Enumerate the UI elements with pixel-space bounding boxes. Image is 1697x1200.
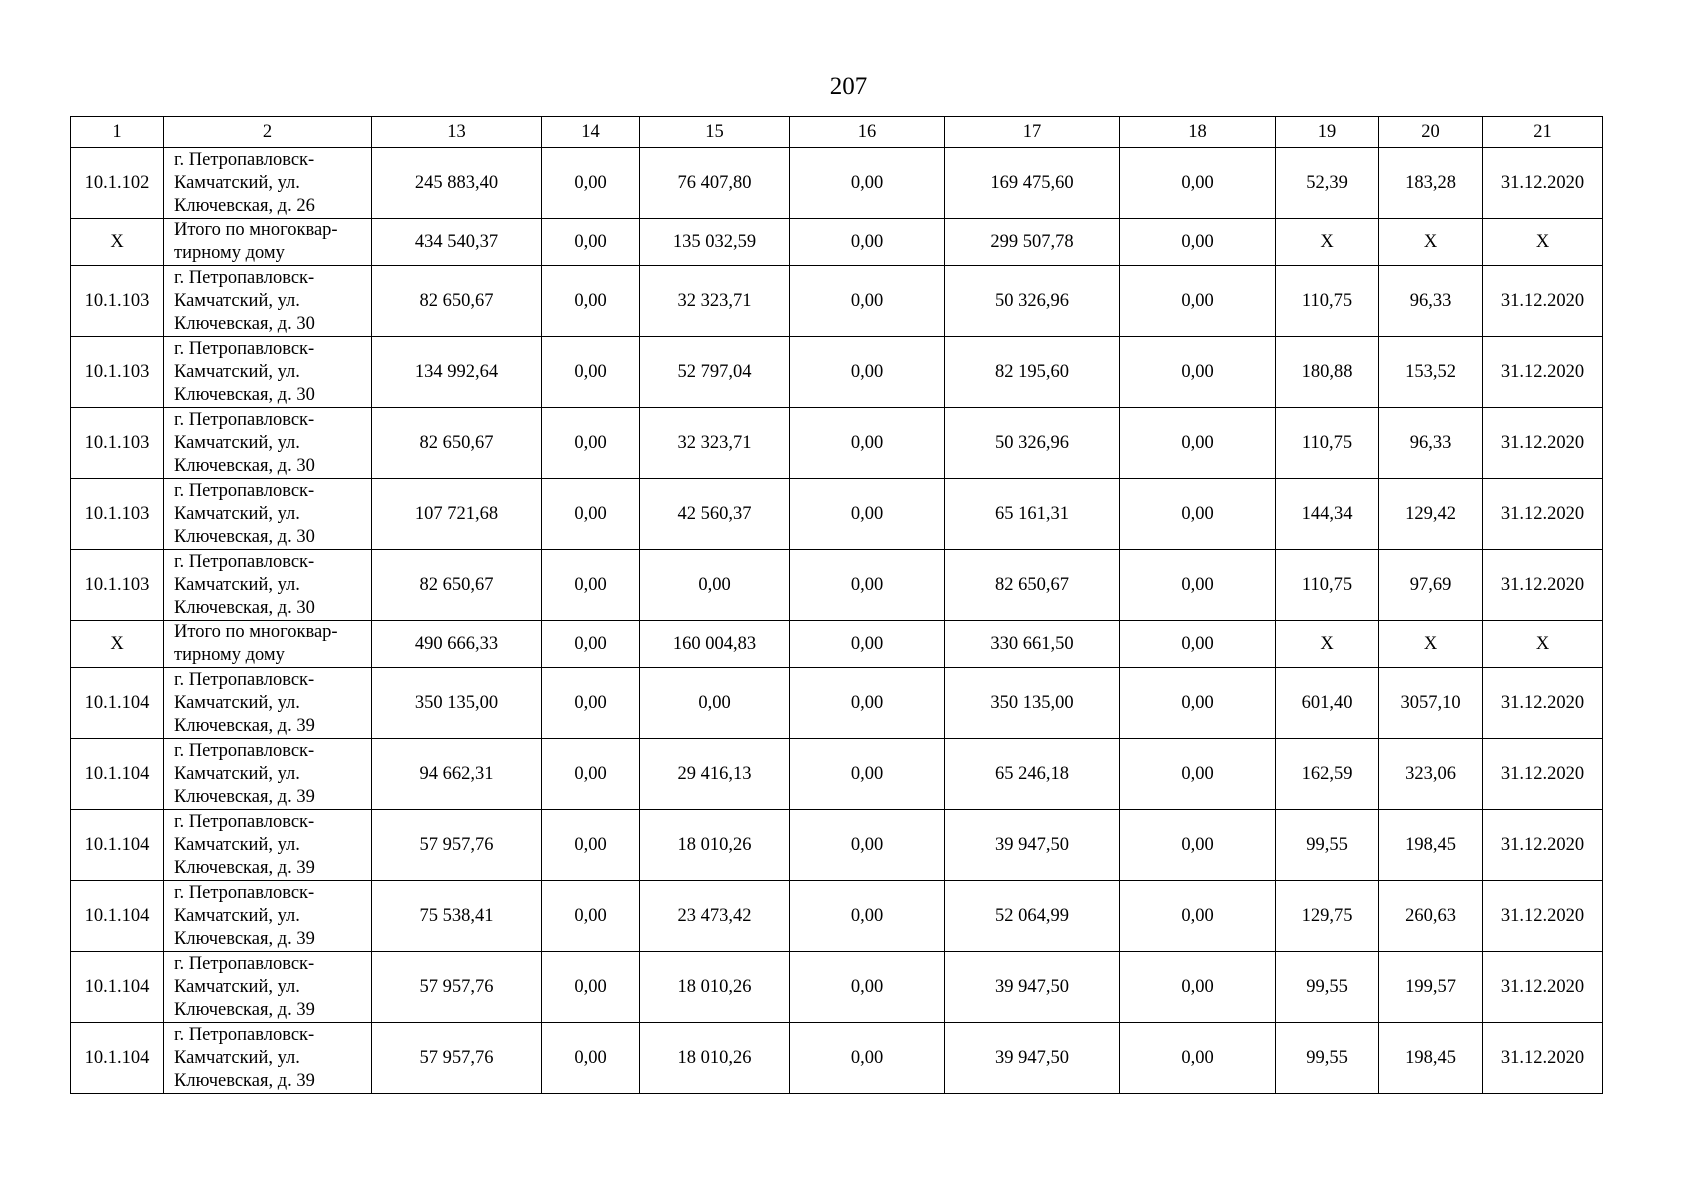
table-cell: 82 650,67 — [372, 408, 542, 479]
data-table — [70, 116, 1603, 1094]
address-cell: г. Петропавловск- Камчатский, ул. Ключевская, д. 39 — [164, 668, 372, 739]
table-cell: 260,63 — [1379, 881, 1483, 952]
address-cell: г. Петропавловск- Камчатский, ул. Ключевская, д. 30 — [164, 550, 372, 621]
table-cell: 0,00 — [542, 148, 640, 219]
table-cell: 0,00 — [542, 881, 640, 952]
table-cell: X — [71, 621, 164, 668]
table-cell: 0,00 — [1120, 408, 1276, 479]
table-cell: 0,00 — [1120, 148, 1276, 219]
table-cell: 129,42 — [1379, 479, 1483, 550]
table-cell: 96,33 — [1379, 408, 1483, 479]
table-cell: 31.12.2020 — [1483, 337, 1603, 408]
table-row — [71, 952, 1603, 1023]
table-cell: 65 161,31 — [945, 479, 1120, 550]
table-cell: 0,00 — [640, 668, 790, 739]
table-cell: 153,52 — [1379, 337, 1483, 408]
table-cell: 0,00 — [542, 479, 640, 550]
table-cell: 94 662,31 — [372, 739, 542, 810]
table-cell: 76 407,80 — [640, 148, 790, 219]
address-cell: г. Петропавловск- Камчатский, ул. Ключевская, д. 30 — [164, 479, 372, 550]
table-cell: 110,75 — [1276, 266, 1379, 337]
table-cell: 0,00 — [1120, 550, 1276, 621]
table-cell: 0,00 — [1120, 739, 1276, 810]
table-cell: 31.12.2020 — [1483, 810, 1603, 881]
table-cell: 10.1.104 — [71, 881, 164, 952]
table-cell: 97,69 — [1379, 550, 1483, 621]
table-cell: 18 010,26 — [640, 1023, 790, 1094]
table-cell: 82 650,67 — [372, 266, 542, 337]
table-cell: 0,00 — [790, 1023, 945, 1094]
table-cell: 490 666,33 — [372, 621, 542, 668]
table-cell: 50 326,96 — [945, 266, 1120, 337]
table-cell: 32 323,71 — [640, 408, 790, 479]
table-cell: 0,00 — [1120, 810, 1276, 881]
table-cell: 31.12.2020 — [1483, 739, 1603, 810]
table-cell: 10.1.103 — [71, 266, 164, 337]
table-cell: 183,28 — [1379, 148, 1483, 219]
table-row — [71, 668, 1603, 739]
table-cell: 0,00 — [542, 266, 640, 337]
table-cell: 18 010,26 — [640, 810, 790, 881]
table-body — [71, 148, 1603, 1094]
table-cell: 31.12.2020 — [1483, 479, 1603, 550]
table-cell: 31.12.2020 — [1483, 266, 1603, 337]
address-cell: г. Петропавловск- Камчатский, ул. Ключевская, д. 30 — [164, 408, 372, 479]
table-cell: 18 010,26 — [640, 952, 790, 1023]
table-cell: 350 135,00 — [372, 668, 542, 739]
table-cell: 10.1.104 — [71, 739, 164, 810]
table-cell: 0,00 — [542, 739, 640, 810]
table-cell: 0,00 — [790, 266, 945, 337]
table-row — [71, 408, 1603, 479]
table-cell: 99,55 — [1276, 952, 1379, 1023]
table-cell: 144,34 — [1276, 479, 1379, 550]
header-row — [71, 117, 1603, 148]
table-cell: 0,00 — [790, 952, 945, 1023]
table-cell: 0,00 — [542, 810, 640, 881]
address-cell: Итого по многоквар- тирному дому — [164, 621, 372, 668]
table-cell: 82 195,60 — [945, 337, 1120, 408]
column-header: 14 — [542, 117, 640, 148]
table-cell: 198,45 — [1379, 1023, 1483, 1094]
table-cell: 0,00 — [640, 550, 790, 621]
table-cell: 65 246,18 — [945, 739, 1120, 810]
table-cell: X — [1483, 621, 1603, 668]
table-row — [71, 148, 1603, 219]
address-cell: г. Петропавловск- Камчатский, ул. Ключевская, д. 30 — [164, 266, 372, 337]
table-cell: 169 475,60 — [945, 148, 1120, 219]
table-cell: 245 883,40 — [372, 148, 542, 219]
table-cell: 129,75 — [1276, 881, 1379, 952]
table-cell: 10.1.102 — [71, 148, 164, 219]
table-cell: 39 947,50 — [945, 1023, 1120, 1094]
table-cell: 350 135,00 — [945, 668, 1120, 739]
table-cell: 330 661,50 — [945, 621, 1120, 668]
table-cell: 180,88 — [1276, 337, 1379, 408]
table-cell: 82 650,67 — [945, 550, 1120, 621]
table-cell: 10.1.103 — [71, 337, 164, 408]
table-header — [71, 117, 1603, 148]
table-cell: X — [71, 219, 164, 266]
table-cell: 75 538,41 — [372, 881, 542, 952]
table-cell: 601,40 — [1276, 668, 1379, 739]
table-row — [71, 739, 1603, 810]
table-cell: 0,00 — [542, 337, 640, 408]
address-cell: г. Петропавловск- Камчатский, ул. Ключевская, д. 39 — [164, 1023, 372, 1094]
table-cell: 0,00 — [790, 550, 945, 621]
table-cell: X — [1379, 621, 1483, 668]
table-cell: 0,00 — [542, 621, 640, 668]
table-cell: 10.1.103 — [71, 550, 164, 621]
table-cell: 0,00 — [542, 668, 640, 739]
address-cell: г. Петропавловск- Камчатский, ул. Ключевская, д. 39 — [164, 881, 372, 952]
table-cell: 0,00 — [542, 952, 640, 1023]
table-cell: 39 947,50 — [945, 952, 1120, 1023]
column-header: 1 — [71, 117, 164, 148]
table-row — [71, 881, 1603, 952]
table-cell: 23 473,42 — [640, 881, 790, 952]
table-cell: 0,00 — [1120, 479, 1276, 550]
column-header: 18 — [1120, 117, 1276, 148]
table-cell: 10.1.104 — [71, 668, 164, 739]
table-cell: 52 797,04 — [640, 337, 790, 408]
table-cell: 0,00 — [790, 337, 945, 408]
table-cell: 82 650,67 — [372, 550, 542, 621]
address-cell: г. Петропавловск- Камчатский, ул. Ключевская, д. 39 — [164, 739, 372, 810]
table-row — [71, 479, 1603, 550]
table-cell: 0,00 — [1120, 219, 1276, 266]
table-cell: 0,00 — [1120, 266, 1276, 337]
table-cell: 0,00 — [1120, 881, 1276, 952]
table-cell: 135 032,59 — [640, 219, 790, 266]
table-cell: 0,00 — [790, 668, 945, 739]
table-cell: 0,00 — [1120, 1023, 1276, 1094]
table-cell: X — [1276, 621, 1379, 668]
table-row — [71, 337, 1603, 408]
table-cell: 0,00 — [1120, 952, 1276, 1023]
table-cell: 10.1.104 — [71, 1023, 164, 1094]
table-cell: 3057,10 — [1379, 668, 1483, 739]
table-cell: 110,75 — [1276, 408, 1379, 479]
table-cell: 0,00 — [790, 408, 945, 479]
table-cell: 0,00 — [1120, 337, 1276, 408]
table-cell: 0,00 — [790, 810, 945, 881]
table-cell: 199,57 — [1379, 952, 1483, 1023]
table-cell: 31.12.2020 — [1483, 668, 1603, 739]
table-cell: 434 540,37 — [372, 219, 542, 266]
address-cell: г. Петропавловск- Камчатский, ул. Ключевская, д. 39 — [164, 810, 372, 881]
table-cell: 0,00 — [790, 148, 945, 219]
table-cell: 0,00 — [790, 881, 945, 952]
table-cell: 107 721,68 — [372, 479, 542, 550]
table-cell: 42 560,37 — [640, 479, 790, 550]
table-cell: 50 326,96 — [945, 408, 1120, 479]
table-cell: 31.12.2020 — [1483, 408, 1603, 479]
table-cell: 0,00 — [542, 219, 640, 266]
column-header: 19 — [1276, 117, 1379, 148]
table-cell: 52 064,99 — [945, 881, 1120, 952]
table-row — [71, 550, 1603, 621]
total-row — [71, 219, 1603, 266]
table-cell: 0,00 — [542, 550, 640, 621]
page-number: 207 — [829, 73, 868, 100]
table-cell: 31.12.2020 — [1483, 881, 1603, 952]
table-cell: 134 992,64 — [372, 337, 542, 408]
table-cell: 299 507,78 — [945, 219, 1120, 266]
table-cell: 57 957,76 — [372, 952, 542, 1023]
column-header: 20 — [1379, 117, 1483, 148]
table-cell: X — [1276, 219, 1379, 266]
table-cell: 0,00 — [1120, 621, 1276, 668]
table-cell: 32 323,71 — [640, 266, 790, 337]
table-cell: 10.1.103 — [71, 479, 164, 550]
table-cell: 31.12.2020 — [1483, 148, 1603, 219]
table-cell: 10.1.104 — [71, 810, 164, 881]
table-cell: 110,75 — [1276, 550, 1379, 621]
table-cell: 0,00 — [790, 739, 945, 810]
table-cell: 0,00 — [790, 621, 945, 668]
table-cell: 323,06 — [1379, 739, 1483, 810]
table-cell: 0,00 — [790, 219, 945, 266]
address-cell: г. Петропавловск- Камчатский, ул. Ключевская, д. 30 — [164, 337, 372, 408]
table-cell: 0,00 — [790, 479, 945, 550]
table-cell: 31.12.2020 — [1483, 550, 1603, 621]
table-cell: X — [1483, 219, 1603, 266]
column-header: 16 — [790, 117, 945, 148]
address-cell: Итого по многоквар- тирному дому — [164, 219, 372, 266]
column-header: 15 — [640, 117, 790, 148]
total-row — [71, 621, 1603, 668]
table-cell: 52,39 — [1276, 148, 1379, 219]
table-cell: 39 947,50 — [945, 810, 1120, 881]
table-cell: 31.12.2020 — [1483, 952, 1603, 1023]
table-cell: 99,55 — [1276, 810, 1379, 881]
table-cell: 57 957,76 — [372, 1023, 542, 1094]
table-cell: 31.12.2020 — [1483, 1023, 1603, 1094]
table-cell: 10.1.103 — [71, 408, 164, 479]
table-cell: 0,00 — [1120, 668, 1276, 739]
table-cell: 96,33 — [1379, 266, 1483, 337]
table-cell: 0,00 — [542, 1023, 640, 1094]
column-header: 13 — [372, 117, 542, 148]
address-cell: г. Петропавловск- Камчатский, ул. Ключевская, д. 39 — [164, 952, 372, 1023]
table-row — [71, 266, 1603, 337]
column-header: 17 — [945, 117, 1120, 148]
table-row — [71, 1023, 1603, 1094]
table-cell: 10.1.104 — [71, 952, 164, 1023]
table-cell: 57 957,76 — [372, 810, 542, 881]
table-cell: 162,59 — [1276, 739, 1379, 810]
table-cell: 29 416,13 — [640, 739, 790, 810]
table-cell: 99,55 — [1276, 1023, 1379, 1094]
address-cell: г. Петропавловск- Камчатский, ул. Ключевская, д. 26 — [164, 148, 372, 219]
table-row — [71, 810, 1603, 881]
table-cell: 198,45 — [1379, 810, 1483, 881]
table-cell: 160 004,83 — [640, 621, 790, 668]
table-cell: X — [1379, 219, 1483, 266]
table-cell: 0,00 — [542, 408, 640, 479]
column-header: 21 — [1483, 117, 1603, 148]
column-header: 2 — [164, 117, 372, 148]
